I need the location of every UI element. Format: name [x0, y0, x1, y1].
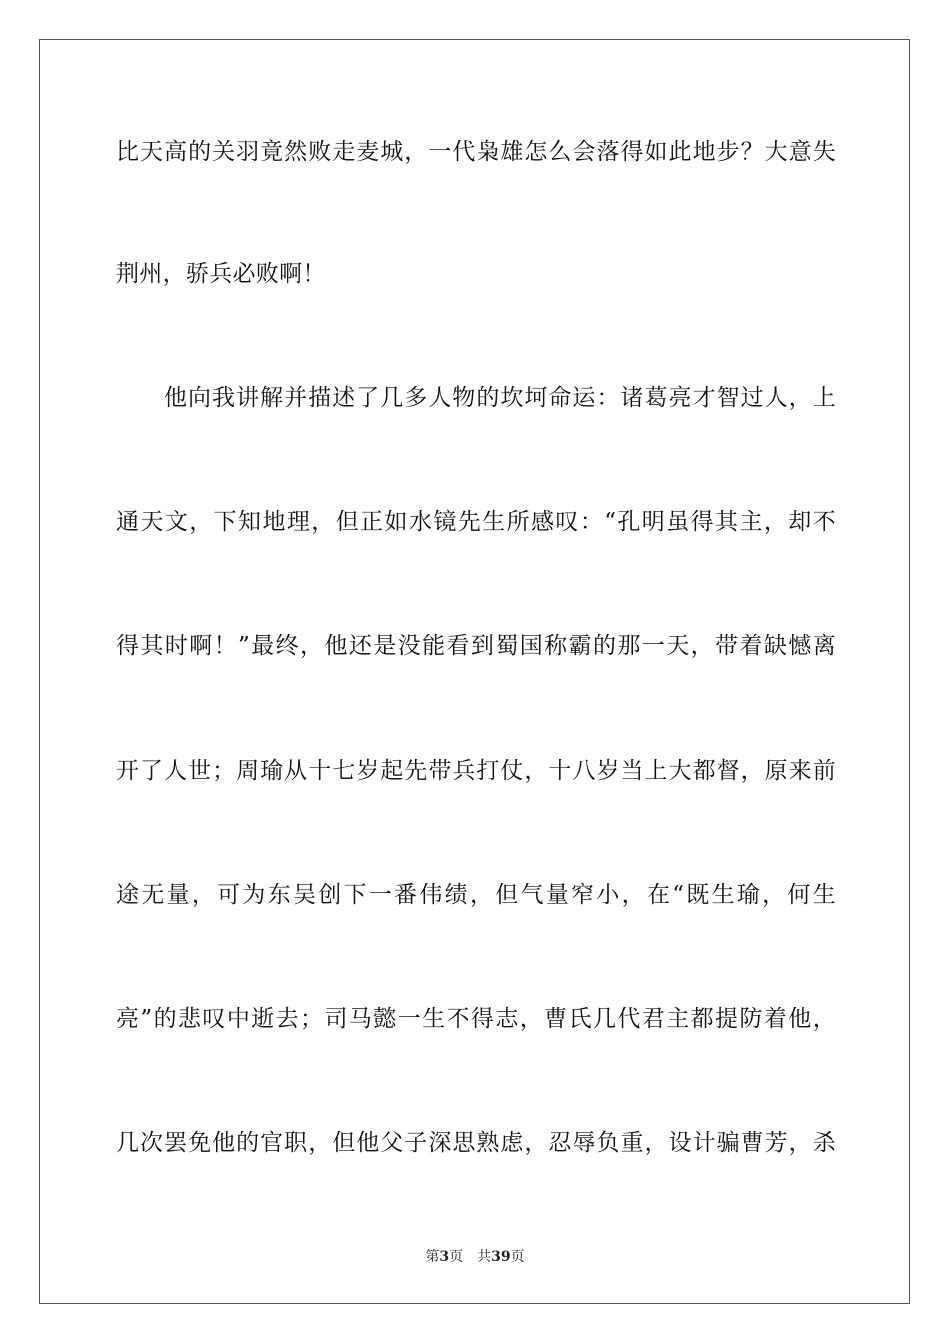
page-suffix: 页 — [449, 1249, 464, 1265]
total-suffix: 页 — [510, 1249, 525, 1265]
page-number: 3 — [439, 1249, 450, 1265]
text-line-4: 通天文，下知地理，但正如水镜先生所感叹：“孔明虽得其主，却不 — [116, 509, 836, 535]
page-border — [39, 39, 910, 1304]
text-line-6: 开了人世；周瑜从十七岁起先带兵打仗，十八岁当上大都督，原来前 — [116, 758, 836, 784]
text-line-3: 他向我讲解并描述了几多人物的坎坷命运：诸葛亮才智过人，上 — [164, 385, 836, 411]
total-prefix: 共 — [477, 1249, 492, 1265]
text-line-9: 几次罢免他的官职，但他父子深思熟虑，忍辱负重，设计骗曹芳，杀 — [116, 1130, 836, 1156]
total-pages: 39 — [491, 1249, 511, 1265]
page-footer — [0, 1248, 950, 1266]
text-line-8: 亮”的悲叹中逝去；司马懿一生不得志，曹氏几代君主都提防着他， — [116, 1006, 836, 1032]
text-line-1: 比天高的关羽竟然败走麦城，一代枭雄怎么会落得如此地步？大意失 — [116, 139, 836, 165]
text-line-5: 得其时啊！”最终，他还是没能看到蜀国称霸的那一天，带着缺憾离 — [116, 633, 836, 659]
text-line-2: 荆州，骄兵必败啊！ — [116, 261, 326, 287]
text-line-7: 途无量，可为东吴创下一番伟绩，但气量窄小，在“既生瑜，何生 — [116, 882, 836, 908]
page-prefix: 第 — [425, 1249, 440, 1265]
